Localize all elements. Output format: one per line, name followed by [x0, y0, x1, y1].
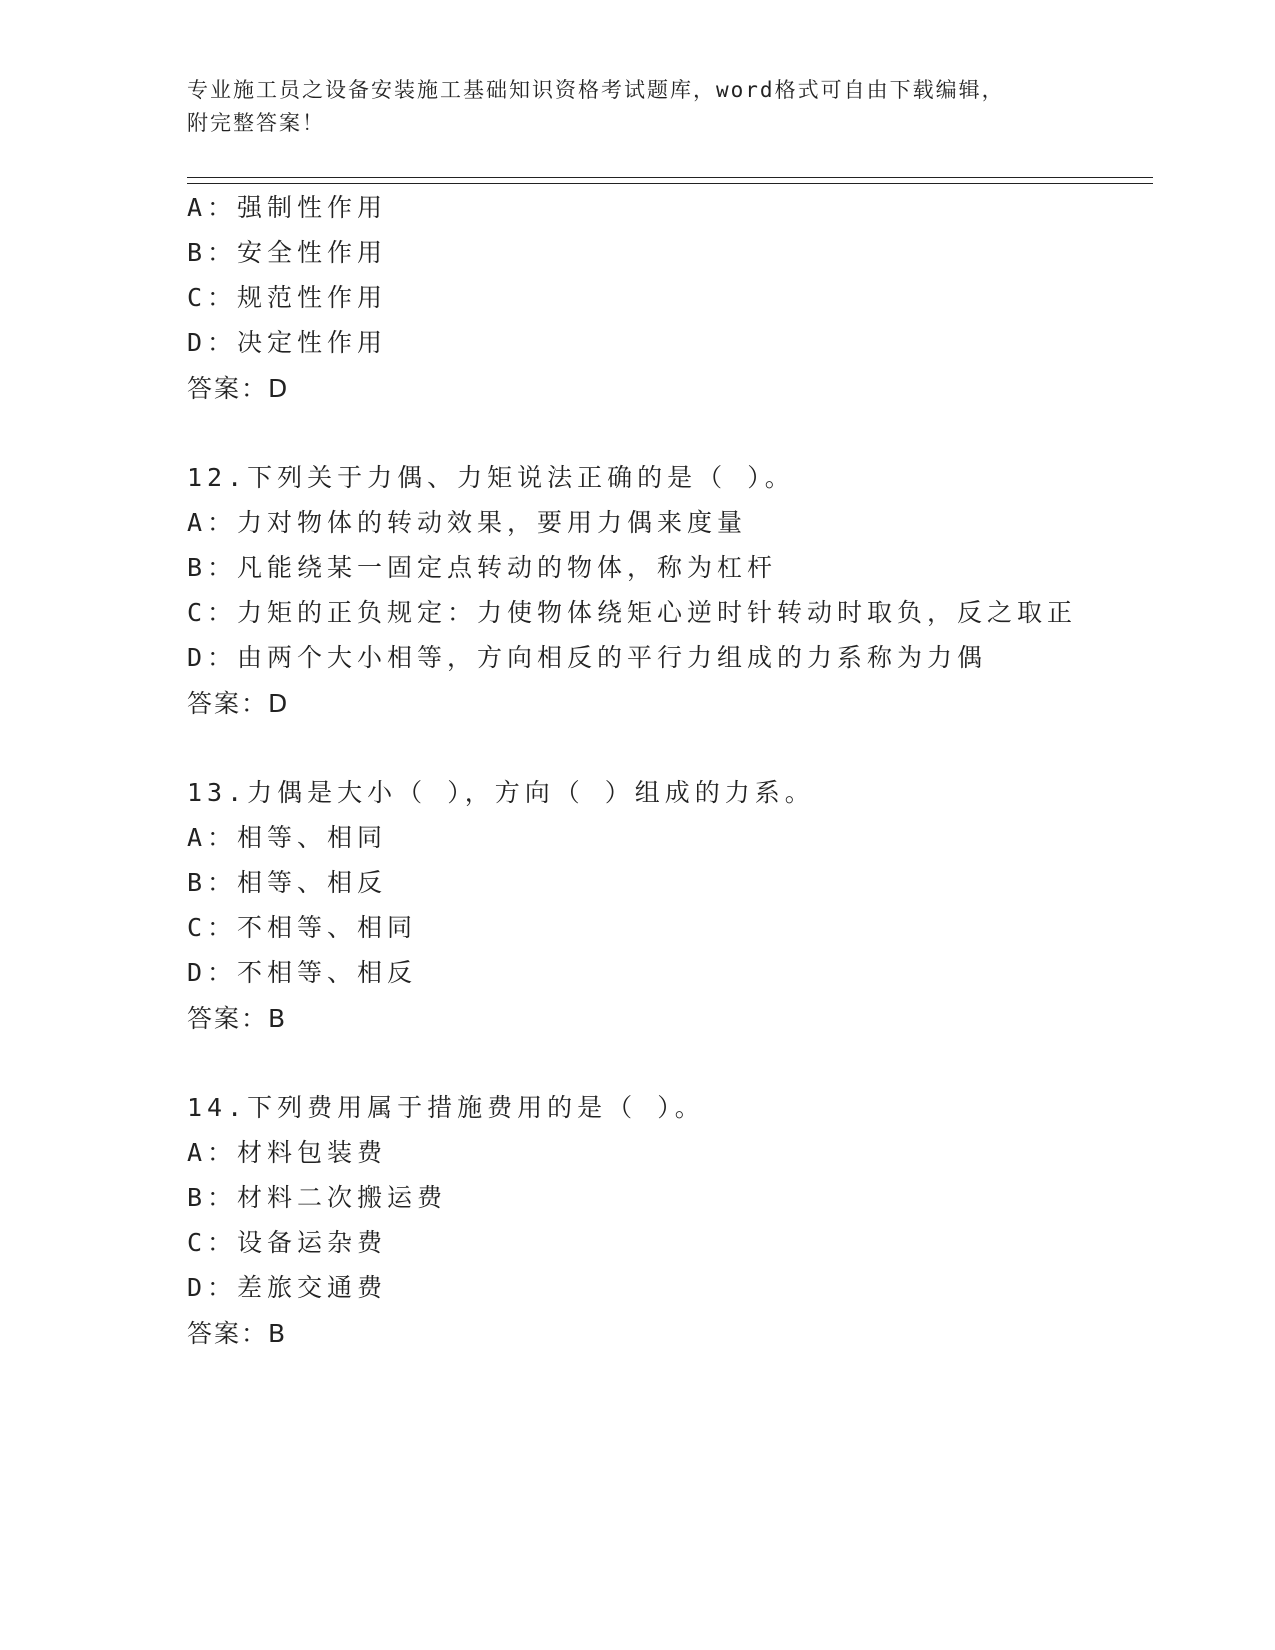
q13-option-b: B：相等、相反: [187, 868, 388, 897]
header-divider-bottom: [187, 183, 1153, 184]
q14-option-c: C：设备运杂费: [187, 1228, 388, 1257]
q14-option-d: D：差旅交通费: [187, 1273, 388, 1302]
header-line-2: 附完整答案！: [187, 111, 325, 135]
q11-option-a: A：强制性作用: [187, 193, 388, 222]
q11-answer: 答案：D: [187, 374, 290, 403]
q12-option-a: A：力对物体的转动效果，要用力偶来度量: [187, 508, 748, 537]
q12-option-c: C：力矩的正负规定：力使物体绕矩心逆时针转动时取负，反之取正: [187, 598, 1078, 627]
q14-option-b: B：材料二次搬运费: [187, 1183, 448, 1212]
q11-option-d: D：决定性作用: [187, 328, 388, 357]
q13-option-a: A：相等、相同: [187, 823, 388, 852]
q12-option-b: B：凡能绕某一固定点转动的物体，称为杠杆: [187, 553, 778, 582]
q13-option-c: C：不相等、相同: [187, 913, 418, 942]
q13-answer: 答案：B: [187, 1004, 288, 1033]
document-header: [187, 74, 1067, 140]
header-line-1: 专业施工员之设备安装施工基础知识资格考试题库，word格式可自由下载编辑，: [187, 78, 1005, 102]
q12-question: 12.下列关于力偶、力矩说法正确的是（ ）。: [187, 463, 795, 492]
q14-question: 14.下列费用属于措施费用的是（ ）。: [187, 1093, 705, 1122]
q12-option-d: D：由两个大小相等，方向相反的平行力组成的力系称为力偶: [187, 643, 988, 672]
q13-question: 13.力偶是大小（ ），方向（ ）组成的力系。: [187, 778, 815, 807]
header-divider-top: [187, 177, 1153, 178]
q14-option-a: A：材料包装费: [187, 1138, 388, 1167]
q14-answer: 答案：B: [187, 1319, 288, 1348]
q13-option-d: D：不相等、相反: [187, 958, 418, 987]
q11-option-b: B：安全性作用: [187, 238, 388, 267]
q11-option-c: C：规范性作用: [187, 283, 388, 312]
q12-answer: 答案：D: [187, 689, 290, 718]
